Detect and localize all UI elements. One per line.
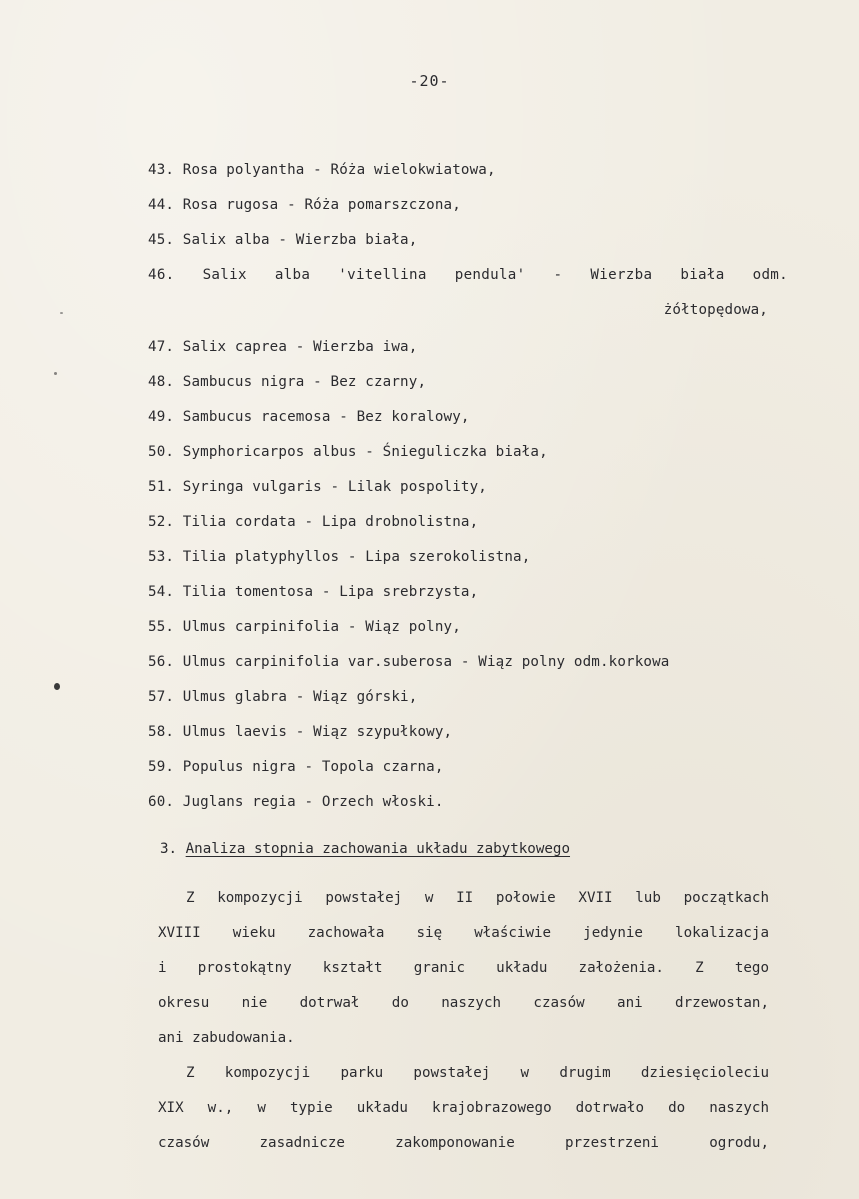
paragraph-line: czasów zasadnicze zakomponowanie przestrzeni ogrodu, (158, 1135, 769, 1151)
list-item: 52. Tilia cordata - Lipa drobnolistna, (148, 514, 479, 530)
page-number: -20- (409, 72, 450, 90)
punch-mark (54, 683, 60, 690)
section-heading (160, 841, 570, 857)
list-item: 44. Rosa rugosa - Róża pomarszczona, (148, 197, 461, 213)
list-item: 49. Sambucus racemosa - Bez koralowy, (148, 409, 470, 425)
list-item: 60. Juglans regia - Orzech włoski. (148, 794, 444, 810)
list-item-continuation: żółtopędowa, (663, 302, 768, 318)
paragraph-line: ani zabudowania. (158, 1030, 295, 1046)
list-item: 47. Salix caprea - Wierzba iwa, (148, 339, 418, 355)
punch-mark (60, 312, 63, 314)
paragraph-line: i prostokątny kształt granic układu założenia. Z tego (158, 960, 769, 976)
list-item: 54. Tilia tomentosa - Lipa srebrzysta, (148, 584, 479, 600)
section-number: 3. (160, 841, 178, 857)
list-item: 57. Ulmus glabra - Wiąz górski, (148, 689, 418, 705)
paragraph-line: Z kompozycji powstałej w II połowie XVII lub początkach (186, 890, 769, 906)
list-item: 50. Symphoricarpos albus - Śnieguliczka biała, (148, 444, 548, 460)
section-title: Analiza stopnia zachowania układu zabytkowego (185, 841, 571, 857)
punch-mark (54, 372, 57, 375)
paragraph-line: XVIII wieku zachowała się właściwie jedynie lokalizacja (158, 925, 769, 941)
paragraph-line: Z kompozycji parku powstałej w drugim dziesięcioleciu (186, 1065, 769, 1081)
list-item: 51. Syringa vulgaris - Lilak pospolity, (148, 479, 487, 495)
list-item: 48. Sambucus nigra - Bez czarny, (148, 374, 427, 390)
list-item: 58. Ulmus laevis - Wiąz szypułkowy, (148, 724, 453, 740)
species-list (148, 160, 788, 827)
paragraph-line: okresu nie dotrwał do naszych czasów ani drzewostan, (158, 995, 769, 1011)
list-item: 53. Tilia platyphyllos - Lipa szerokolistna, (148, 549, 531, 565)
list-item: 43. Rosa polyantha - Róża wielokwiatowa, (148, 162, 496, 178)
list-item: 46. Salix alba 'vitellina pendula' - Wierzba biała odm. (148, 267, 788, 283)
list-item: 59. Populus nigra - Topola czarna, (148, 759, 444, 775)
list-item: 56. Ulmus carpinifolia var.suberosa - Wiąz polny odm.korkowa (148, 654, 670, 670)
paragraph-2 (158, 1056, 769, 1161)
list-item: 45. Salix alba - Wierzba biała, (148, 232, 418, 248)
paragraph-1 (158, 881, 769, 1056)
list-item: 55. Ulmus carpinifolia - Wiąz polny, (148, 619, 461, 635)
paragraph-line: XIX w., w typie układu krajobrazowego dotrwało do naszych (158, 1100, 769, 1116)
